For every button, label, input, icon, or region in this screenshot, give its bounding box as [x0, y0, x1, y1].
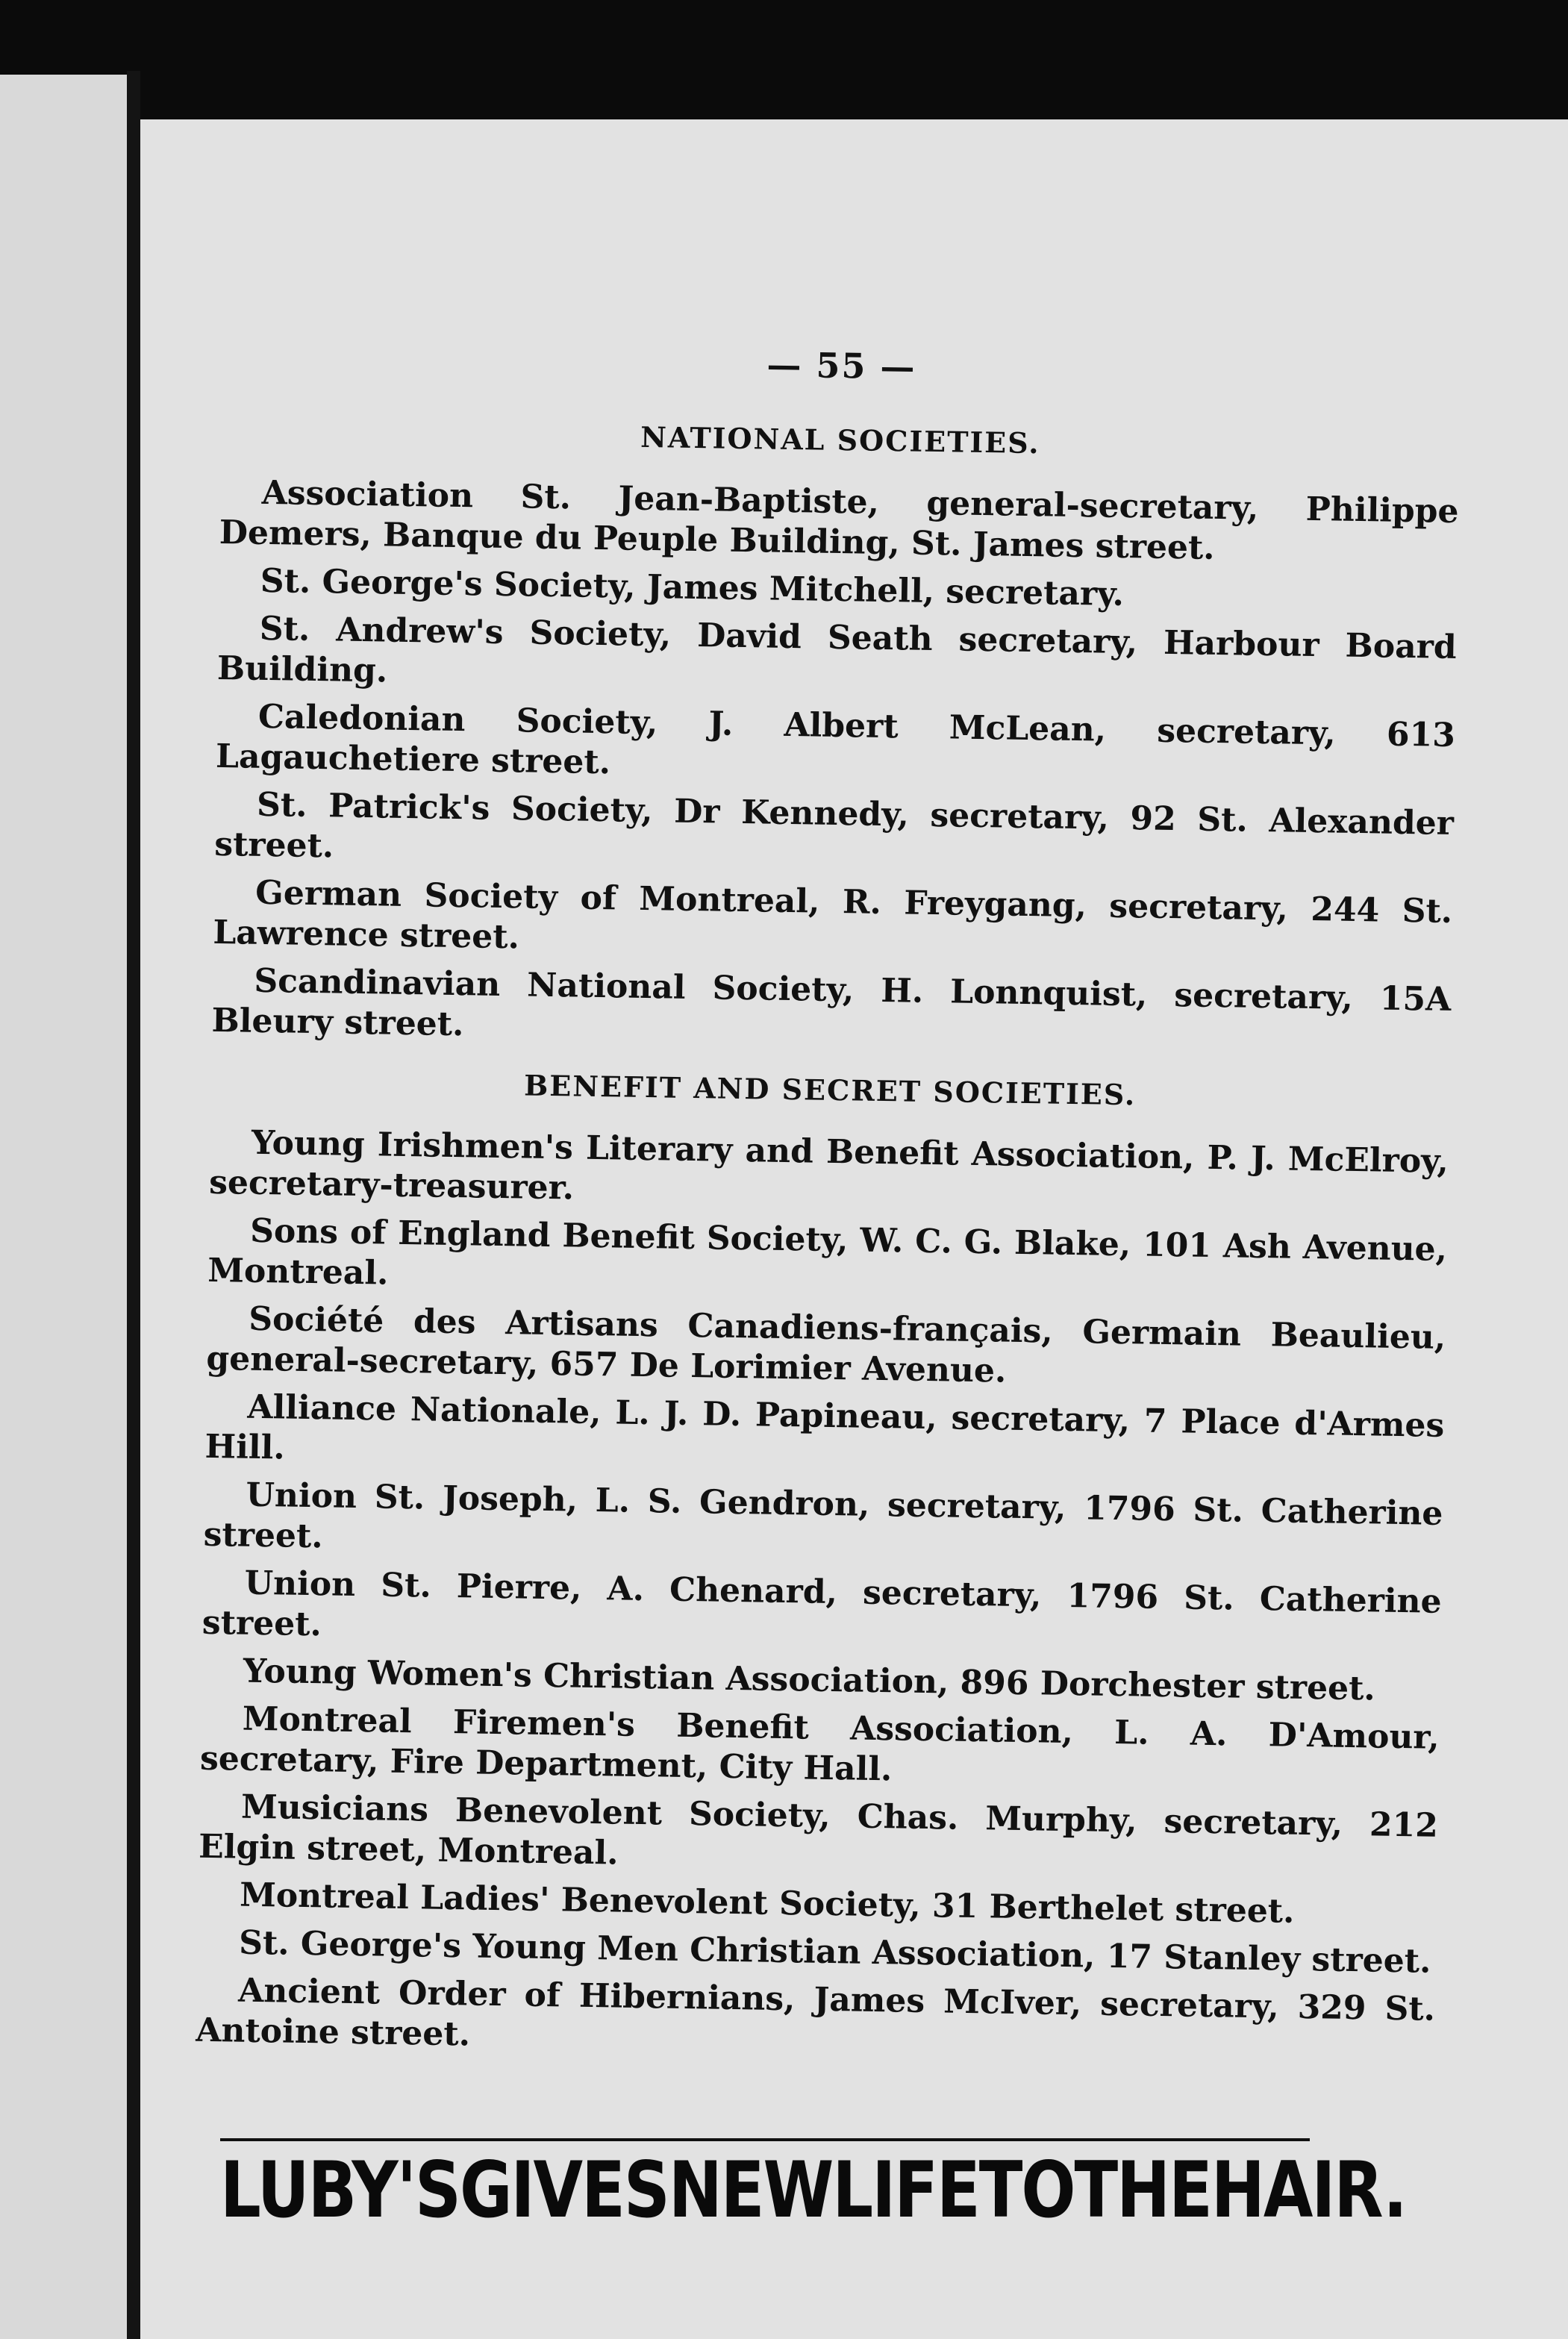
list-item: Ancient Order of Hibernians, James McIver, secretary, 329 St. Antoine street. [195, 1971, 1436, 2054]
list-item: St. George's Young Men Christian Association, 17 Stanley street. [238, 1923, 1431, 1981]
list-item: Alliance Nationale, L. J. D. Papineau, secretary, 7 Place d'Armes Hill. [204, 1387, 1445, 1467]
advertisement-banner [220, 2141, 1406, 2240]
list-item: St. George's Society, James Mitchell, secretary. [260, 561, 1125, 614]
page-content [196, 336, 1461, 2078]
list-item: Union St. Pierre, A. Chenard, secretary, 1796 St. Catherine street. [202, 1564, 1442, 1644]
list-item: Sons of England Benefit Society, W. C. G. Blake, 101 Ash Avenue, Montreal. [207, 1211, 1448, 1293]
section-title-national: NATIONAL SOCIETIES. [640, 419, 1040, 460]
section-title-benefit: BENEFIT AND SECRET SOCIETIES. [523, 1068, 1137, 1112]
list-item: Société des Artisans Canadiens-français, Germain Beaulieu, general-secretary, 657 De Lorimier Avenue. [206, 1299, 1446, 1390]
left-page-edge [0, 75, 127, 2339]
list-item: Montreal Firemen's Benefit Association, L. A. D'Amour, secretary, Fire Department, City Hall. [199, 1699, 1440, 1789]
ad-word: LUBY'S [220, 2146, 460, 2235]
ad-word: LIFE [832, 2146, 979, 2235]
ad-word: TO [978, 2146, 1075, 2235]
list-item: Scandinavian National Society, H. Lonnquist, secretary, 15A Bleury street. [211, 961, 1452, 1044]
list-item: Association St. Jean-Baptiste, general-secretary, Philippe Demers, Banque du Peuple Building, St. James street. [219, 473, 1459, 567]
national-societies-section [211, 413, 1460, 1061]
ad-word: THE [1074, 2146, 1211, 2235]
list-item: Union St. Joseph, L. S. Gendron, secretary, 1796 St. Catherine street. [203, 1475, 1443, 1556]
list-item: St. Patrick's Society, Dr Kennedy, secretary, 92 St. Alexander street. [213, 785, 1455, 866]
ad-word: GIVES [459, 2146, 669, 2235]
list-item: St. Andrew's Society, David Seath secretary, Harbour Board Building. [216, 609, 1458, 690]
ad-word: NEW [668, 2146, 833, 2235]
benefit-societies-section [196, 1064, 1450, 2070]
book-spine [127, 71, 140, 2339]
list-item: German Society of Montreal, R. Freygang, secretary, 244 St. Lawrence street. [213, 873, 1453, 957]
list-item: Young Irishmen's Literary and Benefit Association, P. J. McElroy, secretary-treasurer. [208, 1123, 1449, 1208]
ad-word: HAIR. [1211, 2146, 1406, 2235]
list-item: Young Women's Christian Association, 896 Dorchester street. [243, 1652, 1376, 1708]
list-item: Montreal Ladies' Benevolent Society, 31 Berthelet street. [239, 1876, 1295, 1931]
page-number: — 55 — [766, 344, 916, 387]
list-item: Musicians Benevolent Society, Chas. Murphy, secretary, 212 Elgin street, Montreal. [198, 1787, 1439, 1873]
list-item: Caledonian Society, J. Albert McLean, secretary, 613 Lagauchetiere street. [215, 697, 1456, 782]
